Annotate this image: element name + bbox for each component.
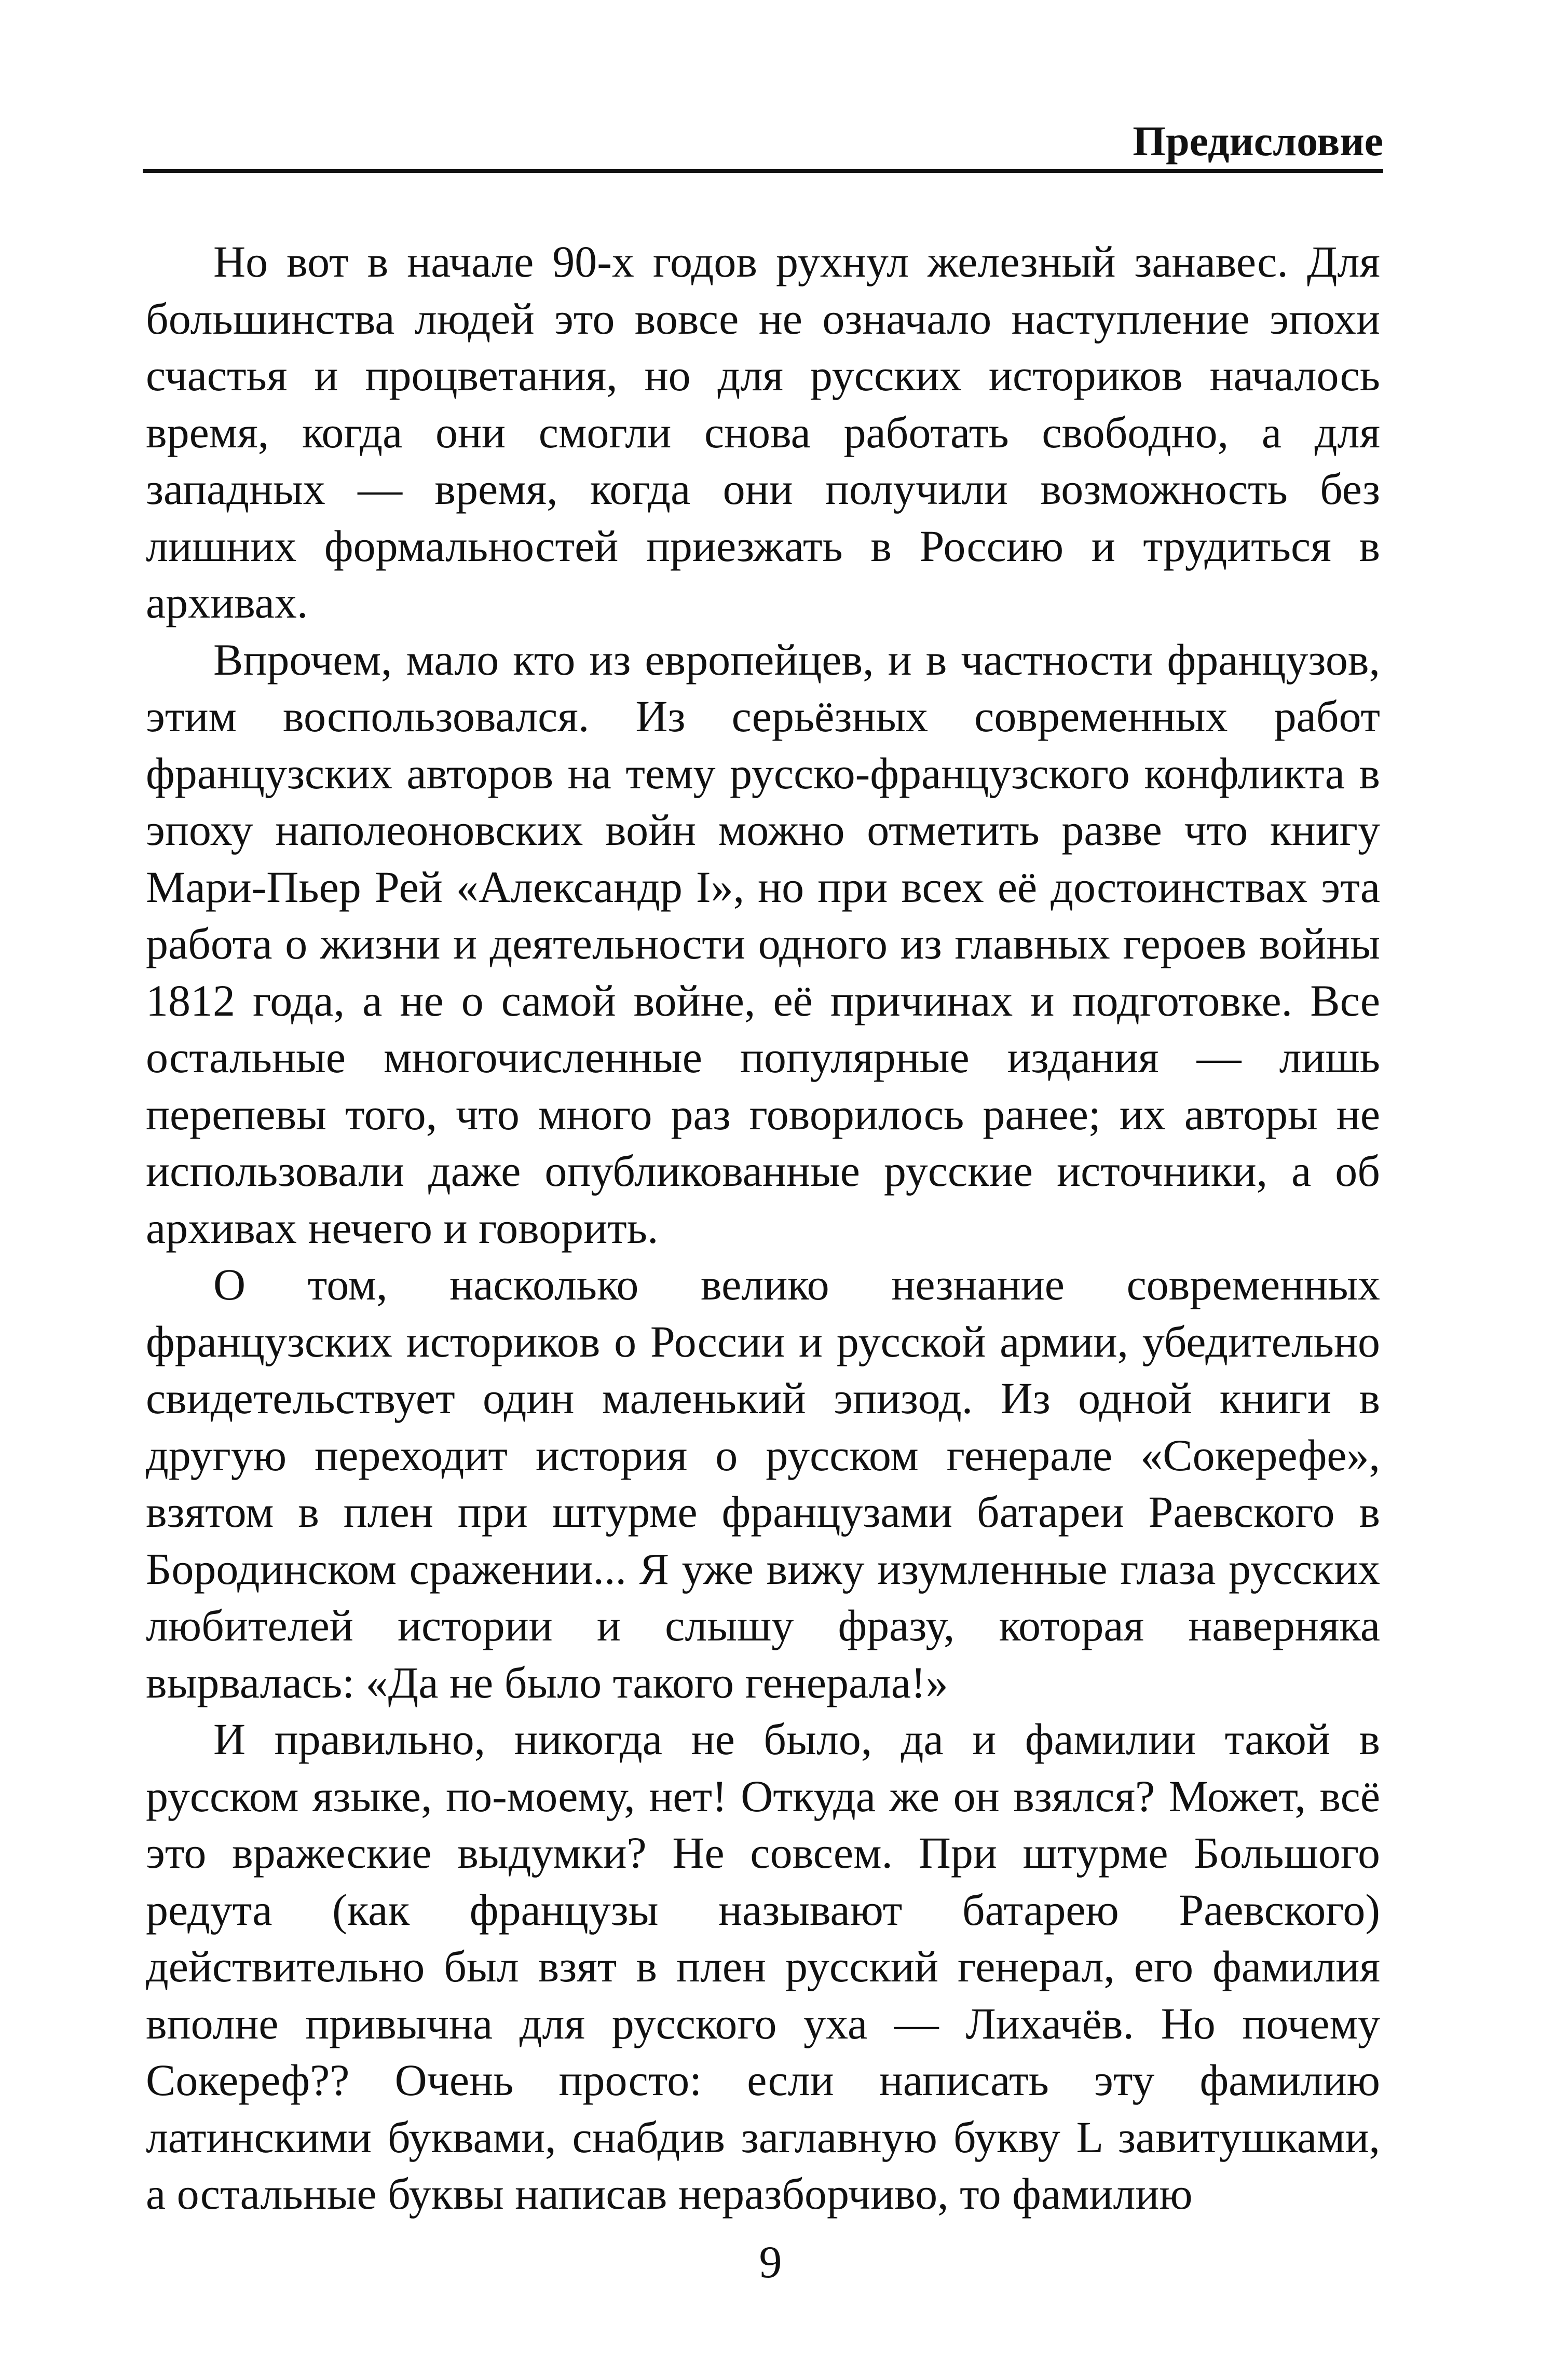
paragraph: Но вот в начале 90-х годов рухнул железный занавес. Для большинства людей это вовсе не означало наступление эпохи счастья и процветания, но для русских историков началось время, когда они смогли снова работать свободно, а для западных — время, когда они получили возможность без лишних формальностей приезжать в Россию и трудиться в архивах.	[146, 237, 1380, 627]
page-number: 9	[759, 2237, 782, 2288]
paragraph: И правильно, никогда не было, да и фамилии такой в русском языке, по-моему, нет! Откуда же он взялся? Может, всё это вражеские выдумки? Не совсем. При штурме Большого редута (как французы называют батарею Раевского) действительно был взят в плен русский генерал, его фамилия вполне привычна для русского уха — Лихачёв. Но почему Сокереф?? Очень просто: если написать эту фамилию латинскими буквами, снабдив заглавную букву L завитушками, а остальные буквы написав неразборчиво, то фамилию	[146, 1714, 1380, 2219]
paragraph: Впрочем, мало кто из европейцев, и в частности французов, этим воспользовался. Из серьёзных современных работ французских авторов на тему русско-французского конфликта в эпоху наполеоновских войн можно отметить разве что книгу Мари-Пьер Рей «Александр I», но при всех её достоинствах эта работа о жизни и деятельности одного из главных героев войны 1812 года, а не о самой войне, её причинах и подготовке. Все остальные многочисленные популярные издания — лишь перепевы того, что много раз говорилось ранее; их авторы не использовали даже опубликованные русские источники, а об архивах нечего и говорить.	[146, 634, 1380, 1253]
header-rule	[143, 169, 1383, 173]
paragraph: О том, насколько велико незнание современных французских историков о России и русской армии, убедительно свидетельствует один маленький эпизод. Из одной книги в другую переходит история о русском генерале «Сокерефе», взятом в плен при штурме французами батареи Раевского в Бородинском сражении... Я уже вижу изумленные глаза русских любителей истории и слышу фразу, которая наверняка вырвалась: «Да не было такого генерала!»	[146, 1260, 1380, 1707]
running-head-title: Предисловие	[1133, 117, 1383, 165]
body-text	[146, 234, 1380, 2223]
